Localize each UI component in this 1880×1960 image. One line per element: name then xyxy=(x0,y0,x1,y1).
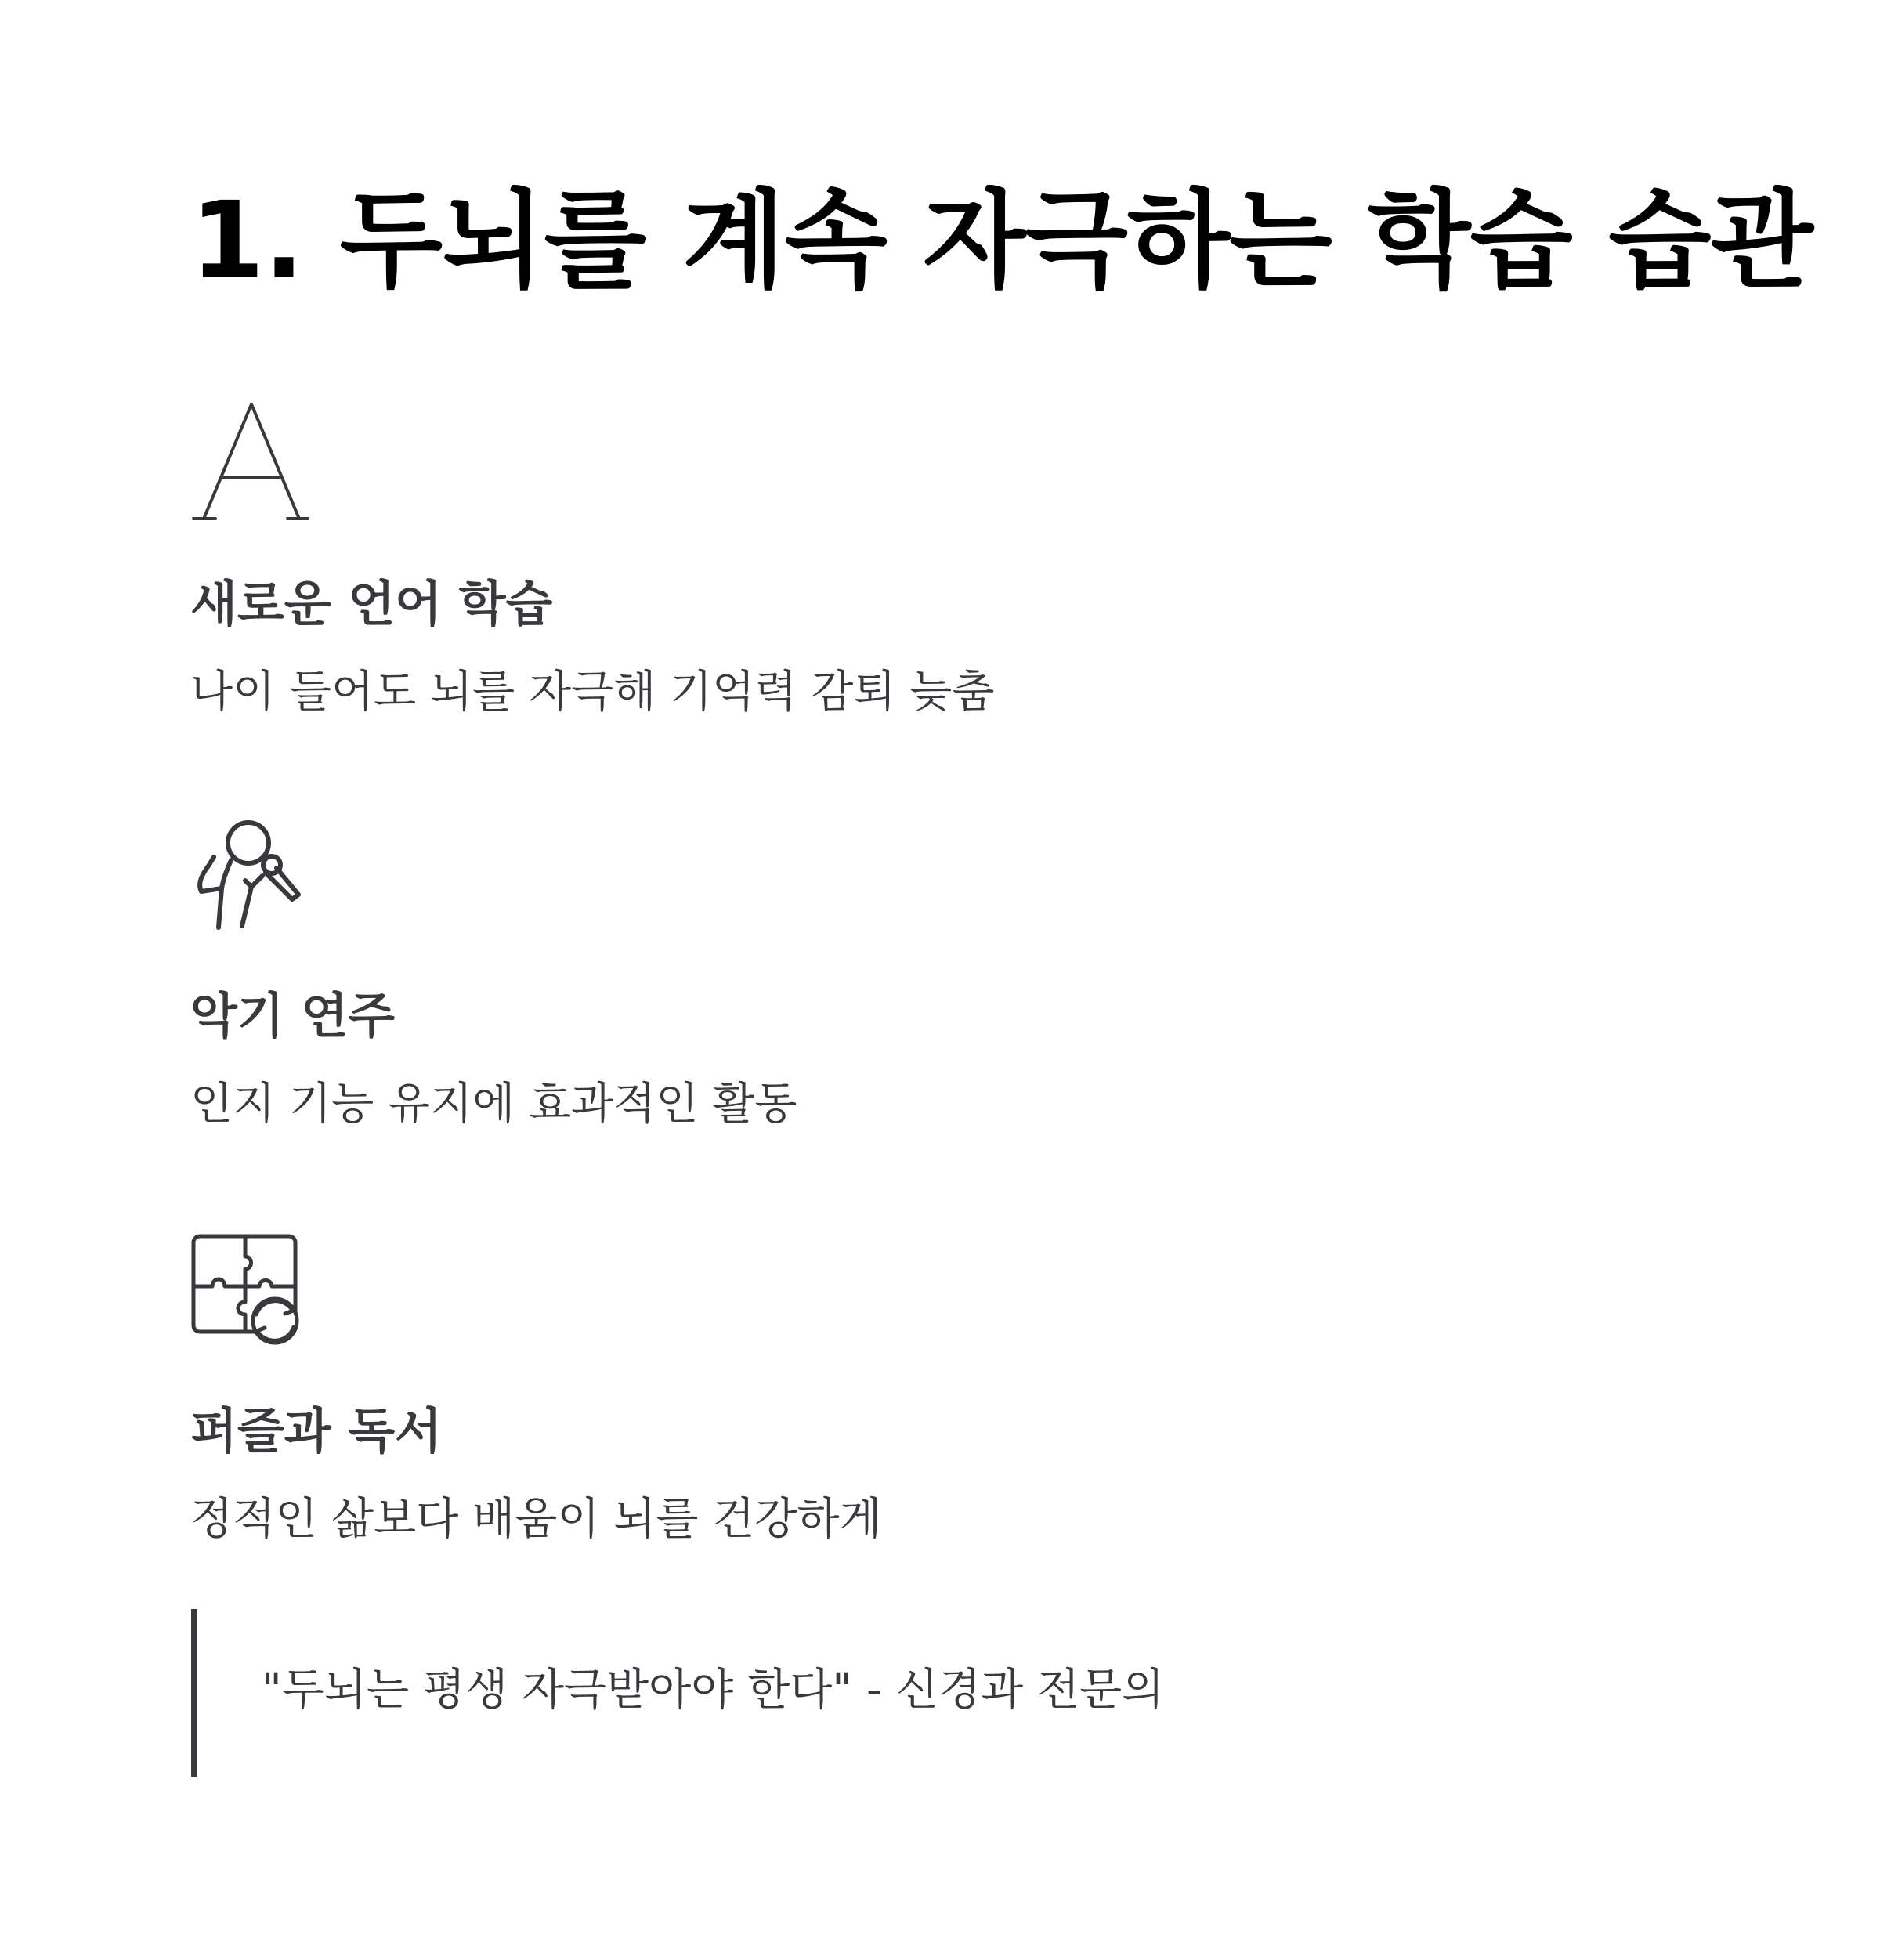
letter-a-icon xyxy=(190,400,313,522)
person-singing-microphone-icon xyxy=(190,819,313,942)
item-title-language: 새로운 언어 학습 xyxy=(190,575,553,632)
item-desc-language: 나이 들어도 뇌를 자극해 기억력 감퇴 늦춤 xyxy=(190,667,995,718)
quote-text: "두뇌는 평생 자극받아야 한다" - 신경과 전문의 xyxy=(262,1665,1165,1716)
puzzle-refresh-icon xyxy=(190,1233,313,1355)
page-title: 1. 두뇌를 계속 자극하는 학습 습관 xyxy=(190,179,1813,303)
item-title-instrument: 악기 연주 xyxy=(190,987,396,1044)
quote-block xyxy=(191,1609,1607,1777)
item-desc-instrument: 인지 기능 유지에 효과적인 활동 xyxy=(190,1079,797,1130)
item-title-puzzle-reading: 퍼즐과 독서 xyxy=(190,1402,443,1459)
item-desc-puzzle-reading: 정적인 삶보다 배움이 뇌를 건강하게 xyxy=(190,1494,882,1545)
